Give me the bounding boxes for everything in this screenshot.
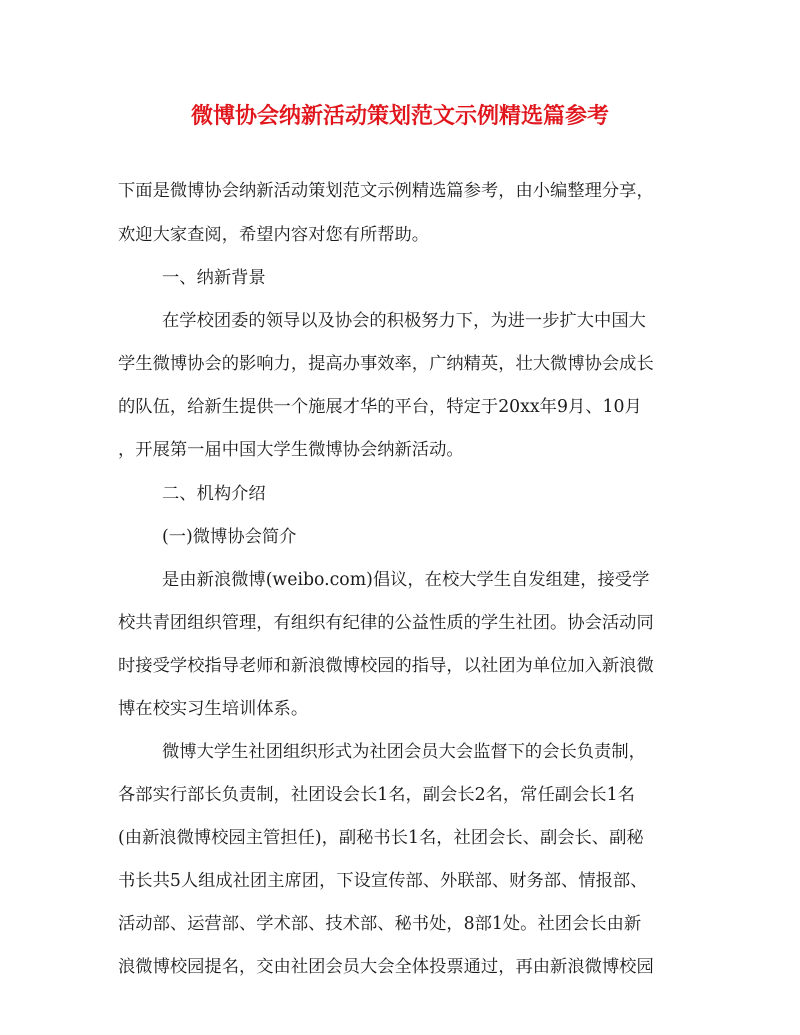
body-line: 书长共5人组成社团主席团，下设宣传部、外联部、财务部、情报部、	[118, 871, 648, 891]
document-title: 微博协会纳新活动策划范文示例精选篇参考	[190, 103, 609, 129]
body-line: 学生微博协会的影响力，提高办事效率，广纳精英，壮大微博协会成长	[118, 354, 654, 374]
body-line: 下面是微博协会纳新活动策划范文示例精选篇参考，由小编整理分享，	[118, 181, 654, 201]
body-line: (由新浪微博校园主管担任)，副秘书长1名，社团会长、副会长、副秘	[118, 828, 644, 848]
body-line: 活动部、运营部、学术部、技术部、秘书处，8部1处。社团会长由新	[118, 914, 642, 934]
body-line: 欢迎大家查阅，希望内容对您有所帮助。	[118, 225, 430, 245]
body-line: 校共青团组织管理，有组织有纪律的公益性质的学生社团。协会活动同	[118, 613, 654, 633]
body-line: ，开展第一届中国大学生微博协会纳新活动。	[118, 440, 464, 460]
body-line: 的队伍，给新生提供一个施展才华的平台，特定于20xx年9月、10月	[118, 397, 642, 417]
body-line: 博在校实习生培训体系。	[118, 699, 309, 719]
body-line: 浪微博校园提名，交由社团会员大会全体投票通过，再由新浪微博校园	[118, 957, 654, 977]
body-line: 时接受学校指导老师和新浪微博校园的指导，以社团为单位加入新浪微	[118, 656, 654, 676]
body-line: 在学校团委的领导以及协会的积极努力下，为进一步扩大中国大	[162, 311, 646, 331]
section-heading: 二、机构介绍	[162, 484, 266, 504]
section-heading: 一、纳新背景	[162, 268, 266, 288]
body-line: 微博大学生社团组织形式为社团会员大会监督下的会长负责制，	[162, 742, 646, 762]
body-line: 是由新浪微博(weibo.com)倡议，在校大学生自发组建，接受学	[162, 570, 650, 590]
subsection-heading: (一)微博协会简介	[162, 527, 297, 547]
body-line: 各部实行部长负责制，社团设会长1名，副会长2名，常任副会长1名	[118, 785, 635, 805]
